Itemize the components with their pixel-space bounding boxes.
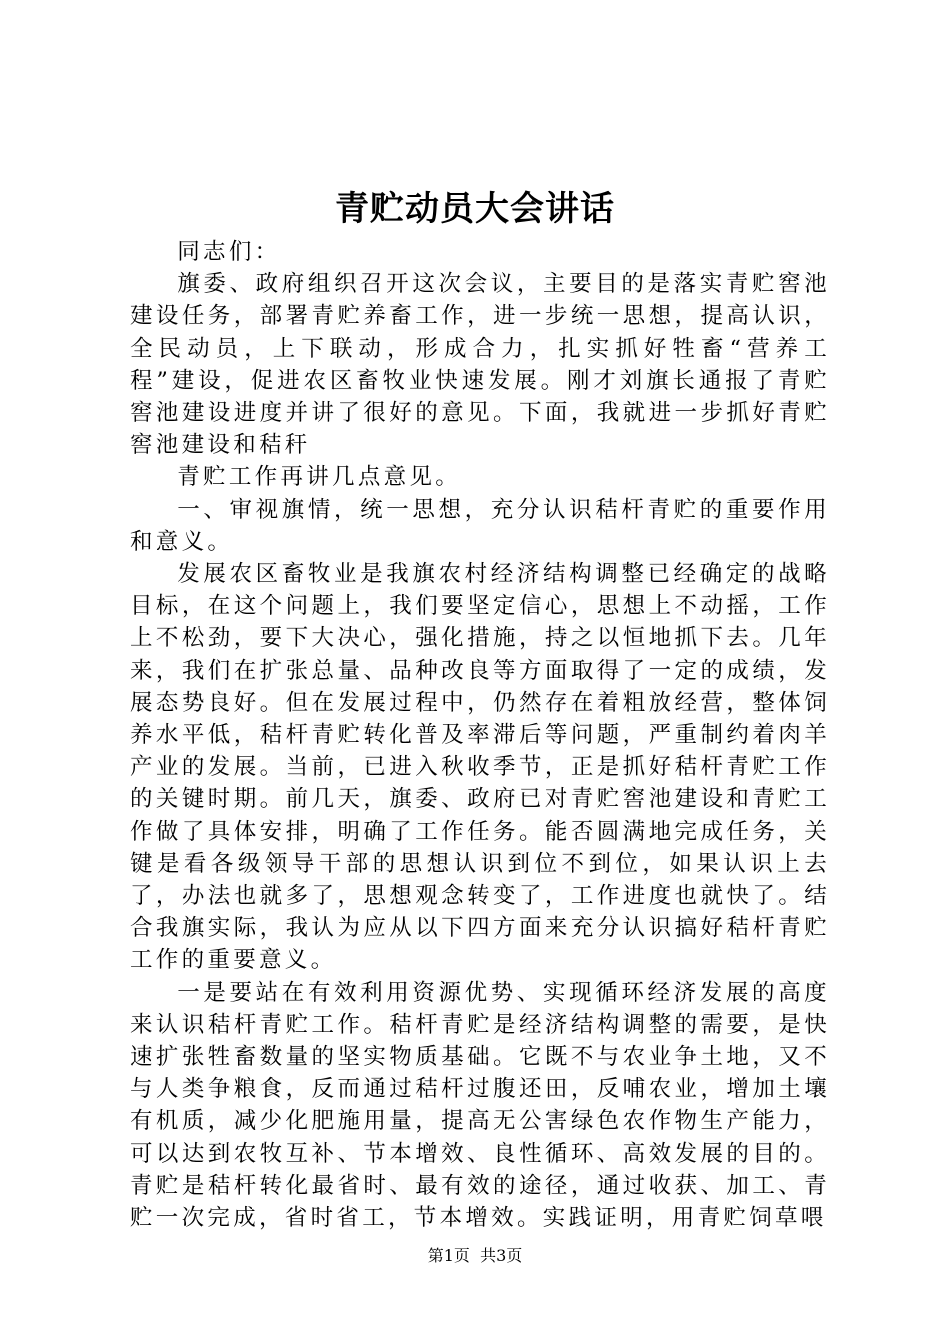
section-heading: 一、审视旗情，统一思想，充分认识秸杆青贮的重要作用和意义。 (130, 496, 830, 555)
document-title: 青贮动员大会讲话 (335, 189, 615, 229)
document-body (130, 236, 830, 1234)
page-number: 第1页 (427, 1246, 470, 1265)
salutation-paragraph: 同志们： (177, 239, 281, 265)
body-paragraph: 青贮工作再讲几点意见。 (177, 464, 462, 491)
page-footer (0, 1244, 950, 1268)
page-total: 共3页 (480, 1246, 523, 1265)
body-paragraph: 一是要站在有效利用资源优势、实现循环经济发展的高度来认识秸杆青贮工作。秸杆青贮是经济结构调整的需要，是快速扩张牲畜数量的坚实物质基础。它既不与农业争土地，又不与人类争粮食，反而通过秸杆过腹还田，反哺农业，增加土壤有机质，减少化肥施用量，提高无公害绿色农作物生产能力，可以达到农牧互补、节本增效、良性循环、高效发展的目的。青贮是秸杆转化最省时、最有效的途径，通过收获、加工、青贮一次完成，省时省工，节本增效。实践证明，用青贮饲草喂 (130, 979, 830, 1232)
body-paragraph: 旗委、政府组织召开这次会议，主要目的是落实青贮窖池建设任务，部署青贮养畜工作，进一步统一思想，提高认识，全民动员，上下联动，形成合力，扎实抓好牲畜“营养工程”建设，促进农区畜牧业快速发展。刚才刘旗长通报了青贮窖池建设进度并讲了很好的意见。下面，我就进一步抓好青贮窖池建设和秸秆 (130, 271, 830, 459)
body-paragraph: 发展农区畜牧业是我旗农村经济结构调整已经确定的战略目标，在这个问题上，我们要坚定信心，思想上不动摇，工作上不松劲，要下大决心，强化措施，持之以恒地抓下去。几年来，我们在扩张总量、品种改良等方面取得了一定的成绩，发展态势良好。但在发展过程中，仍然存在着粗放经营，整体饲养水平低，秸杆青贮转化普及率滞后等问题，严重制约着肉羊产业的发展。当前，已进入秋收季节，正是抓好秸杆青贮工作的关键时期。前几天，旗委、政府已对青贮窖池建设和青贮工作做了具体安排，明确了工作任务。能否圆满地完成任务，关键是看各级领导干部的思想认识到位不到位，如果认识上去了，办法也就多了，思想观念转变了，工作进度也就快了。结合我旗实际，我认为应从以下四方面来充分认识搞好秸杆青贮工作的重要意义。 (130, 561, 830, 974)
